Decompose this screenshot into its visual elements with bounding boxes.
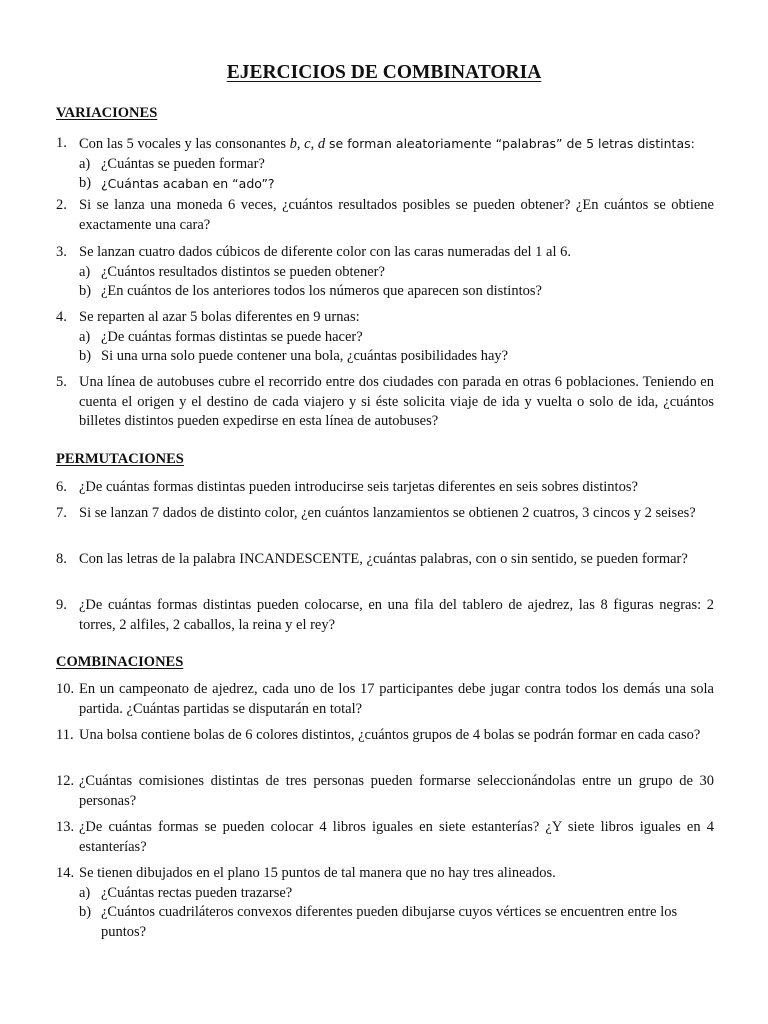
exercise-text: Una línea de autobuses cubre el recorrido entre dos ciudades con parada en otras 6 poblaciones. Teniendo en cuenta el origen y el destino de cada viajero y si éste solicita viaje de ida y vuelta o solo de ida, ¿cuántos billetes distintos pueden expedirse en esta línea de autobuses? (79, 374, 714, 429)
exercise-3-part-a (56, 263, 714, 283)
exercise-text: ¿De cuántas formas distintas pueden colocarse, en una fila del tablero de ajedrez, las 8 figuras negras: 2 torres, 2 alfiles, 2 caballos, la reina y el rey? (79, 597, 714, 633)
exercise-number: 1. (56, 135, 67, 151)
exercise-5-statement (56, 373, 714, 432)
part-label: a) (79, 328, 91, 345)
exercise-1-part-a (56, 155, 714, 175)
part-text: ¿Cuántas rectas pueden trazarse? (101, 884, 293, 901)
variable-c: c (304, 136, 311, 152)
exercise-13-statement (56, 818, 714, 857)
exercise-11-statement (56, 726, 714, 746)
exercise-text: se forman aleatoriamente “palabras” de 5 letras distintas: (325, 136, 695, 151)
exercise-number: 5. (56, 374, 67, 390)
separator: , (310, 136, 318, 152)
exercise-1-statement (56, 134, 714, 155)
exercise-number: 14. (56, 865, 75, 881)
exercise-2-statement (56, 196, 714, 235)
exercise-13 (56, 818, 714, 857)
exercise-number: 8. (56, 551, 67, 567)
part-text: ¿En cuántos de los anteriores todos los números que aparecen son distintos? (101, 283, 542, 299)
exercise-14-part-b (56, 903, 714, 942)
exercise-number: 10. (56, 681, 75, 697)
exercise-number: 13. (56, 819, 75, 835)
section-heading-permutaciones: PERMUTACIONES (56, 451, 184, 467)
exercise-4-part-b (56, 347, 714, 367)
exercise-10-statement (56, 680, 714, 719)
exercise-4 (56, 308, 714, 367)
exercise-text: Se reparten al azar 5 bolas diferentes en 9 urnas: (79, 309, 360, 325)
part-label: b) (79, 175, 92, 191)
exercise-11 (56, 726, 714, 746)
part-label: b) (79, 283, 92, 299)
exercise-text: En un campeonato de ajedrez, cada uno de los 17 participantes debe jugar contra todos los demás una sola partida. ¿Cuántas partidas se disputarán en total? (79, 681, 714, 717)
section-heading-combinaciones: COMBINACIONES (56, 654, 184, 670)
exercise-number: 12. (56, 773, 75, 789)
exercise-4-statement (56, 308, 714, 328)
part-label: a) (79, 155, 91, 172)
exercise-1-part-b (56, 174, 714, 195)
exercise-number: 3. (56, 244, 67, 260)
exercise-number: 6. (56, 479, 67, 495)
variable-d: d (317, 136, 326, 152)
exercise-number: 7. (56, 505, 67, 521)
exercise-4-part-a (56, 328, 714, 348)
exercise-text: ¿Cuántas comisiones distintas de tres personas pueden formarse seleccionándolas entre un grupo de 30 personas? (79, 773, 714, 809)
exercise-14-part-a (56, 884, 714, 904)
exercise-text: Si se lanza una moneda 6 veces, ¿cuántos resultados posibles se pueden obtener? ¿En cuántos se obtiene exactamente una cara? (79, 197, 714, 233)
exercise-number: 11. (56, 727, 74, 743)
exercise-2 (56, 196, 714, 235)
exercise-text: Con las 5 vocales y las consonantes (79, 136, 290, 152)
exercise-12-statement (56, 772, 714, 811)
separator: , (296, 136, 305, 152)
variable-b: b (289, 136, 297, 152)
exercise-6-statement (56, 478, 714, 498)
section-heading-variaciones: VARIACIONES (56, 105, 158, 121)
exercise-6 (56, 478, 714, 498)
exercise-text: Con las letras de la palabra INCANDESCENTE, ¿cuántas palabras, con o sin sentido, se pueden formar? (79, 551, 688, 567)
part-label: b) (79, 904, 92, 920)
exercise-number: 4. (56, 309, 67, 325)
page-title: EJERCICIOS DE COMBINATORIA (226, 62, 542, 83)
exercise-text: Se tienen dibujados en el plano 15 puntos de tal manera que no hay tres alineados. (79, 865, 556, 881)
exercise-text: Si se lanzan 7 dados de distinto color, ¿en cuántos lanzamientos se obtienen 2 cuatros, 3 cincos y 2 seises? (79, 505, 696, 521)
exercise-12 (56, 772, 714, 811)
part-label: a) (79, 884, 91, 901)
exercise-1 (56, 134, 714, 195)
part-text: ¿Cuántos resultados distintos se pueden obtener? (101, 263, 385, 280)
exercise-9-statement (56, 596, 714, 635)
exercise-14-statement (56, 864, 714, 884)
exercise-10 (56, 680, 714, 719)
part-label: b) (79, 348, 92, 364)
part-label: a) (79, 263, 91, 280)
exercise-3 (56, 243, 714, 302)
exercise-7-statement (56, 504, 714, 524)
exercise-9 (56, 596, 714, 635)
exercise-text: Se lanzan cuatro dados cúbicos de diferente color con las caras numeradas del 1 al 6. (79, 244, 571, 260)
exercise-number: 9. (56, 597, 67, 613)
exercise-3-statement (56, 243, 714, 263)
part-text: ¿Cuántas acaban en “ado”? (101, 176, 275, 191)
part-text: Si una urna solo puede contener una bola, ¿cuántas posibilidades hay? (101, 348, 509, 364)
exercise-8-statement (56, 550, 714, 570)
part-text: ¿Cuántos cuadriláteros convexos diferentes pueden dibujarse cuyos vértices se encuentren entre los puntos? (101, 904, 678, 940)
exercise-number: 2. (56, 197, 67, 213)
exercise-text: ¿De cuántas formas se pueden colocar 4 libros iguales en siete estanterías? ¿Y siete libros iguales en 4 estanterías? (79, 819, 714, 855)
exercise-8 (56, 550, 714, 570)
part-text: ¿De cuántas formas distintas se puede hacer? (101, 328, 363, 345)
exercise-7 (56, 504, 714, 524)
exercise-5 (56, 373, 714, 432)
part-text: ¿Cuántas se pueden formar? (101, 155, 265, 172)
exercise-3-part-b (56, 282, 714, 302)
exercise-text: ¿De cuántas formas distintas pueden introducirse seis tarjetas diferentes en seis sobres distintos? (79, 479, 638, 495)
exercise-14 (56, 864, 714, 942)
exercise-text: Una bolsa contiene bolas de 6 colores distintos, ¿cuántos grupos de 4 bolas se podrán formar en cada caso? (79, 727, 701, 743)
